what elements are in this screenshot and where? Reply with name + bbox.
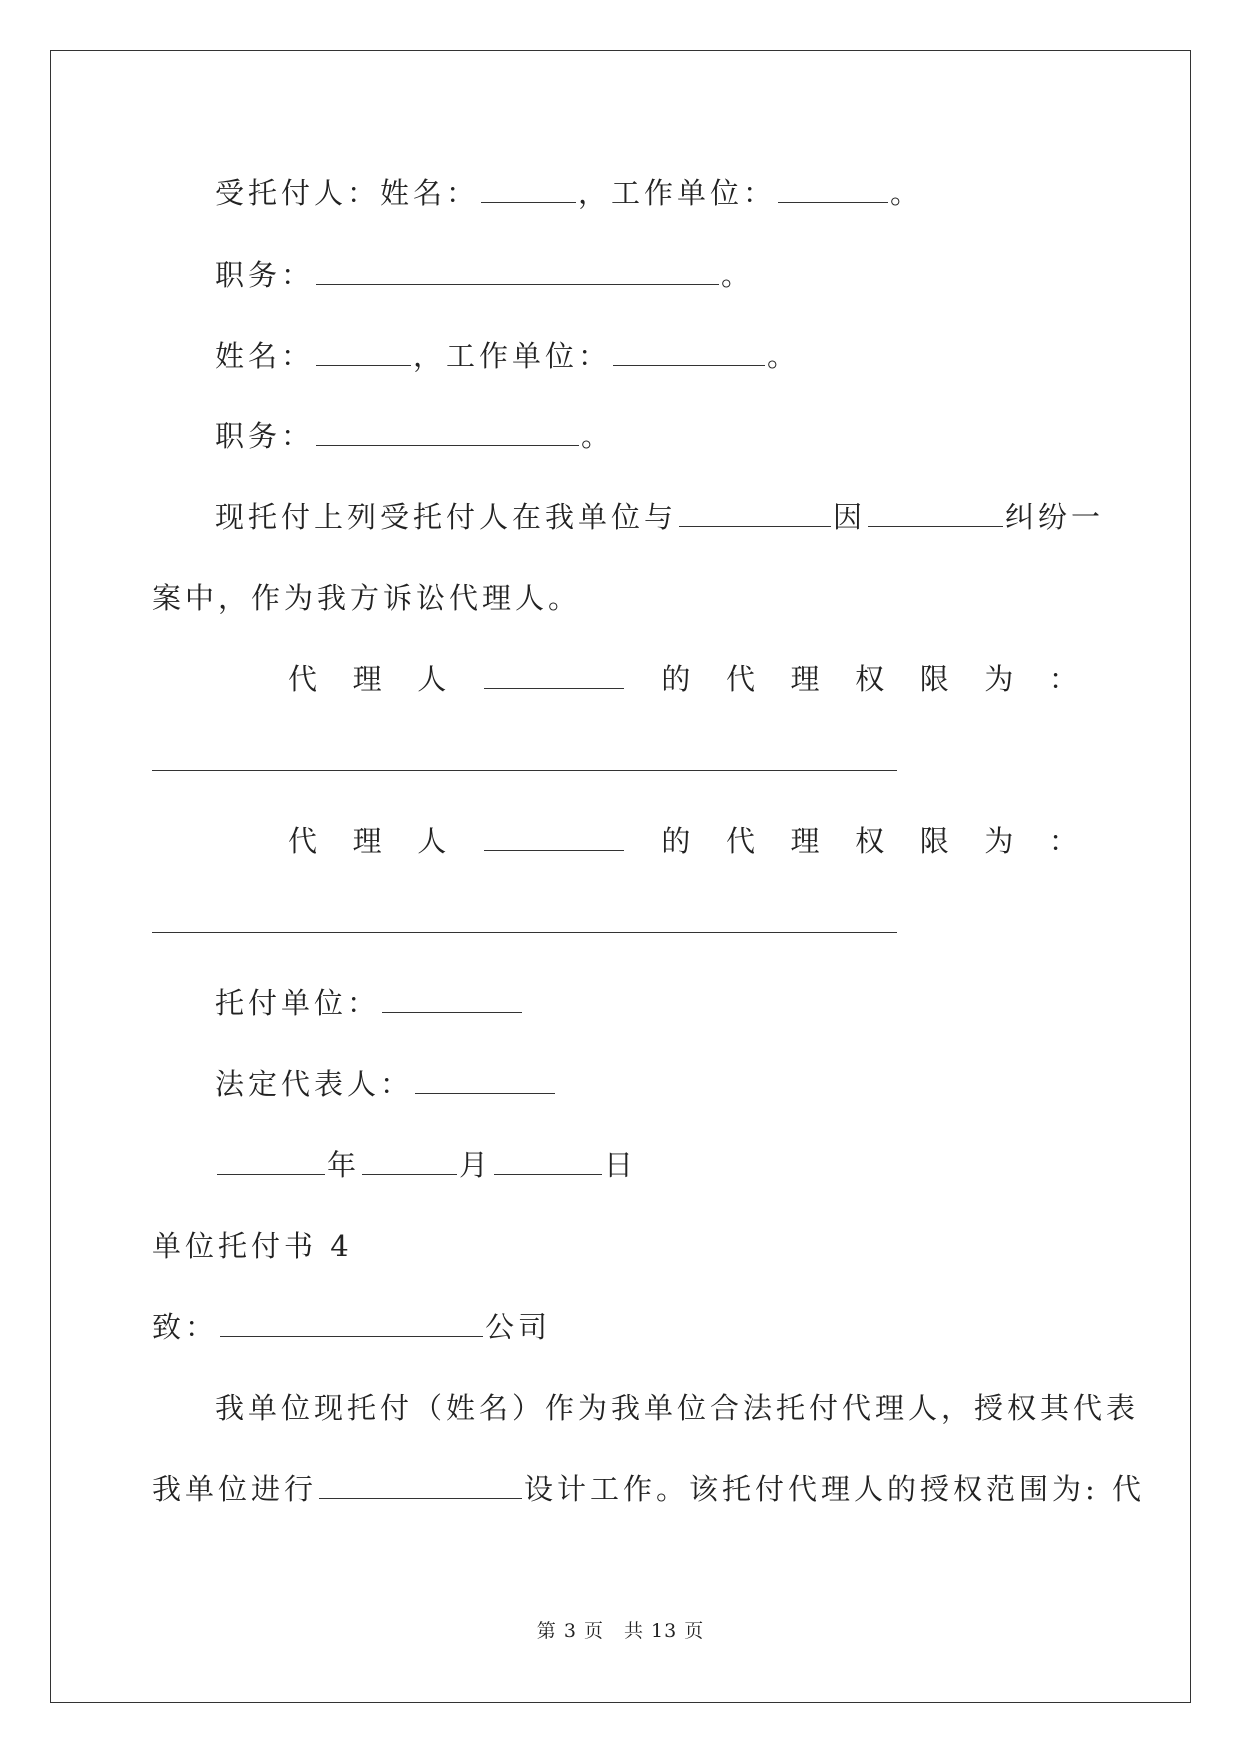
authority-char: 人 <box>417 662 447 696</box>
entrusting-unit-line <box>215 983 524 1023</box>
authority-char: 为 <box>984 824 1014 858</box>
authority-line-2 <box>288 821 1078 861</box>
authority-char: 限 <box>919 662 949 696</box>
authority-char: ： <box>1048 662 1078 696</box>
period: 。 <box>721 258 755 292</box>
authority-char: 理 <box>790 662 820 696</box>
authority-char: 为 <box>984 662 1014 696</box>
work-unit-label: ，工作单位： <box>413 339 612 373</box>
position-line-2 <box>215 416 614 456</box>
trustee-name-label: 受托付人：姓名： <box>215 176 480 210</box>
name-label: 姓名： <box>215 339 315 373</box>
authority-char: 的 <box>661 662 691 696</box>
company-suffix: 公司 <box>485 1310 552 1344</box>
month-blank <box>362 1146 457 1175</box>
legal-rep-line <box>215 1064 557 1104</box>
legal-rep-label: 法定代表人： <box>215 1067 414 1101</box>
page-footer: 第 3 页 共 13 页 <box>536 1620 705 1642</box>
authority-char: 代 <box>288 662 318 696</box>
addressee-line <box>152 1307 551 1347</box>
authority-char: 理 <box>352 824 382 858</box>
authority-char: 权 <box>855 824 885 858</box>
authority-char: 限 <box>919 824 949 858</box>
authority-char: 的 <box>661 824 691 858</box>
legal-rep-blank <box>415 1065 555 1094</box>
reason-blank <box>868 498 1003 527</box>
period: 。 <box>890 176 924 210</box>
date-line <box>215 1145 637 1185</box>
authorization-paragraph-line-1: 我单位现托付（姓名）作为我单位合法托付代理人，授权其代表 <box>215 1391 1140 1425</box>
authority-char: 代 <box>288 824 318 858</box>
period: 。 <box>581 419 615 453</box>
authorization-scope-text: 设计工作。该托付代理人的授权范围为: 代 <box>524 1472 1146 1506</box>
entrust-paragraph-line-2: 案中，作为我方诉讼代理人。 <box>152 581 582 615</box>
trustee-name-line <box>215 173 923 213</box>
entrusting-unit-blank <box>382 984 522 1013</box>
authority-char: 理 <box>352 662 382 696</box>
work-unit-blank <box>778 174 888 203</box>
name-blank <box>316 337 411 366</box>
name-line-2 <box>215 336 800 376</box>
dispute-text: 纠纷一 <box>1005 500 1105 534</box>
design-work-blank <box>319 1470 522 1499</box>
month-label: 月 <box>459 1148 493 1182</box>
agent-blank <box>484 822 624 851</box>
reason-label: 因 <box>833 500 867 534</box>
page-frame <box>50 50 1191 1703</box>
period: 。 <box>767 339 801 373</box>
position-label: 职务： <box>215 258 315 292</box>
authorization-text: 我单位进行 <box>152 1472 318 1506</box>
work-unit-blank <box>613 337 765 366</box>
trustee-name-blank <box>481 174 576 203</box>
authority-char: 代 <box>725 662 755 696</box>
work-unit-label: ，工作单位： <box>578 176 777 210</box>
entrusting-unit-label: 托付单位： <box>215 986 381 1020</box>
year-label: 年 <box>327 1148 361 1182</box>
day-label: 日 <box>604 1148 638 1182</box>
addressee-label: 致： <box>152 1310 219 1344</box>
entrust-text: 现托付上列受托付人在我单位与 <box>215 500 678 534</box>
position-blank <box>316 256 719 285</box>
entrust-paragraph-line-1 <box>215 497 1104 537</box>
authority-blank-2 <box>152 932 897 933</box>
authority-char: 代 <box>725 824 755 858</box>
authority-char: 人 <box>417 824 447 858</box>
agent-blank <box>484 660 624 689</box>
authority-line-1 <box>288 659 1078 699</box>
authority-char: ： <box>1048 824 1078 858</box>
position-label: 职务： <box>215 419 315 453</box>
authority-blank-1 <box>152 770 897 771</box>
authorization-paragraph-line-2 <box>152 1469 1145 1509</box>
company-blank <box>220 1308 483 1337</box>
authority-char: 理 <box>790 824 820 858</box>
day-blank <box>494 1146 602 1175</box>
authority-char: 权 <box>855 662 885 696</box>
party-blank <box>679 498 831 527</box>
position-line-1 <box>215 255 754 295</box>
year-blank <box>217 1146 325 1175</box>
section-heading: 单位托付书 4 <box>152 1229 353 1263</box>
position-blank <box>316 417 579 446</box>
